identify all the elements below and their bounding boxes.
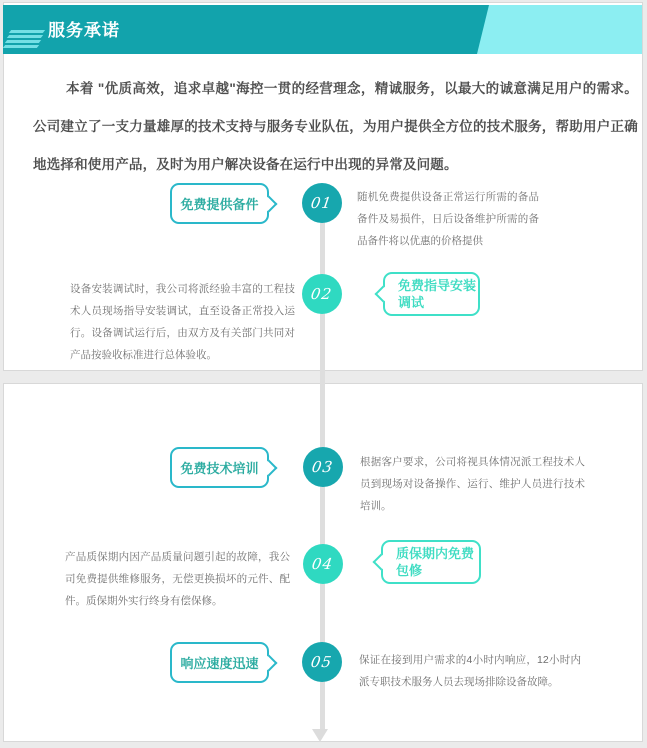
step-number-02: 02 [302,274,342,314]
label-bubble-04 [381,540,481,584]
label-bubble-01 [170,183,269,224]
banner-accent-shape [477,5,642,54]
bubble-text: 响应速度迅速 [180,656,259,671]
step-description-05: 保证在接到用户需求的4小时内响应，12小时内派专职技术服务人员去现场排除设备故障。 [359,654,581,688]
bubble-text: 免费指导安装调试 [398,278,477,310]
step-description-01: 随机免费提供设备正常运行所需的备品备件及易损件，日后设备维护所需的备品备件将以优惠的价格提供 [357,191,539,247]
label-bubble-02 [383,272,480,316]
speed-lines-icon [3,30,45,50]
bubble-text: 免费技术培训 [180,461,259,476]
step-description-03: 根据客户要求，公司将视具体情况派工程技术人员到现场对设备操作、运行、维护人员进行技术培训。 [360,456,585,512]
step-number-04: 04 [303,544,343,584]
step-number-03: 03 [303,447,343,487]
bubble-text: 免费提供备件 [180,197,259,212]
step-number-01: 01 [302,183,342,223]
step-description-02: 设备安装调试时，我公司将派经验丰富的工程技术人员现场指导安装调试，直至设备正常投入运行。设备调试运行后，由双方及有关部门共同对产品按验收标准进行总体验收。 [70,283,295,361]
step-description-04: 产品质保期内因产品质量问题引起的故障，我公司免费提供维修服务，无偿更换损坏的元件、配件。质保期外实行终身有偿保修。 [65,551,290,607]
step-number-05: 05 [302,642,342,682]
section-banner [3,5,642,54]
label-bubble-05 [170,642,269,683]
intro-paragraph: 本着 "优质高效，追求卓越"海控一贯的经营理念，精诚服务，以最大的诚意满足用户的需求。公司建立了一支力量雄厚的技术支持与服务专业队伍，为用户提供全方位的技术服务，帮助用户正确地选择和使用产品，及时为用户解决设备在运行中出现的异常及问题。 [33,81,638,172]
down-arrow-icon [312,729,328,742]
bubble-text: 质保期内免费包修 [396,546,475,578]
page-title: 服务承诺 [48,21,120,40]
label-bubble-03 [170,447,269,488]
